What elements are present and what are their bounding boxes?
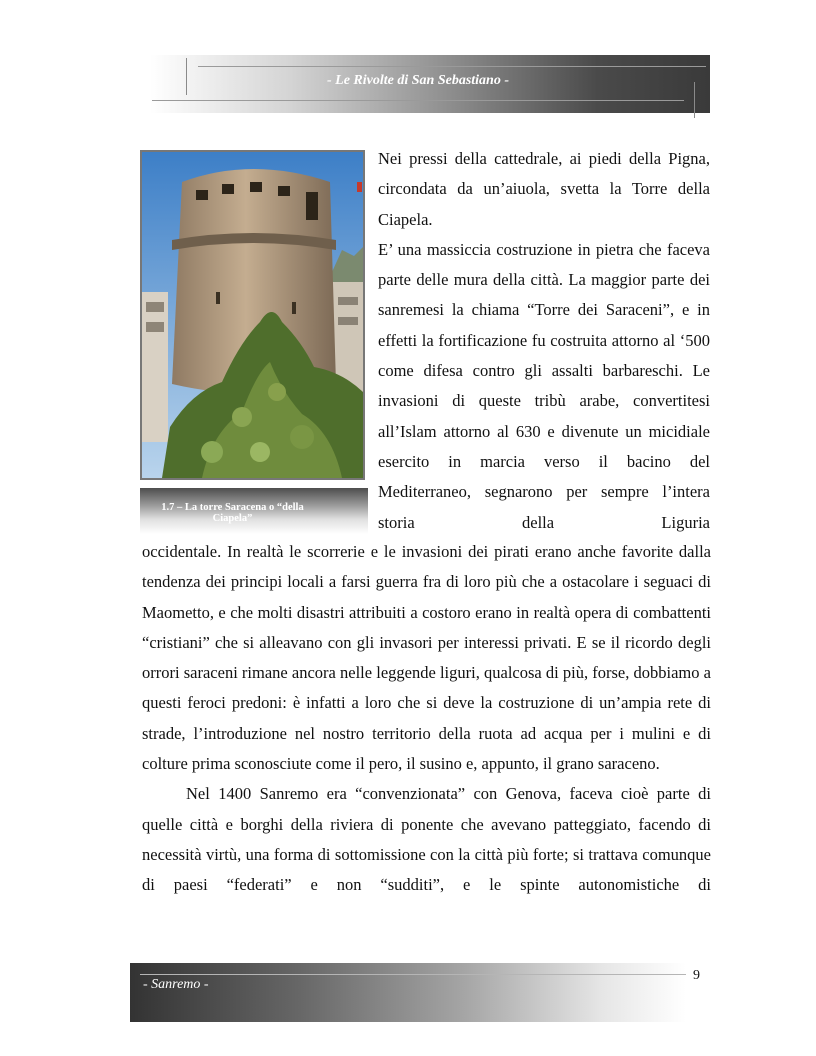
paragraph-saracens: occidentale. In realtà le scorrerie e le invasioni dei pirati erano anche favorite dalla tendenza dei principi locali a farsi guerra fra di loro più che a ostacolare i seguaci di Maometto, e che molti disastri attribuiti a costoro erano in realtà opera di combattenti “cristiani” che si alleavano con gli invasori per interessi privati. E se il ricordo degli orrori saraceni rimane ancora nelle leggende liguri, qualcosa di più, forse, dobbiamo a questi feroci predoni: è infatti a loro che si deve la costruzione di un’ampia rete di strade, l’introduzione nel nostro territorio della ruota ad acqua per i mulini e di colture prima sconosciute come il pero, il susino e, appunto, il grano saraceno. [142,542,711,774]
text-column-full [142,537,711,901]
header-rule-top [198,66,706,67]
paragraph-tower-intro: Nei pressi della cattedrale, ai piedi della Pigna, circondata da un’aiuola, svetta la Torre della Ciapela. [378,149,710,229]
footer-title: - Sanremo - [143,977,209,992]
tower-illustration [142,152,363,478]
text-column-wrapped [378,144,710,538]
paragraph-tower-history: E’ una massiccia costruzione in pietra che faceva parte delle mura della città. La maggior parte dei sanremesi la chiama “Torre dei Saraceni”, e in effetti la fortificazione fu costruita attorno al ‘500 come difesa contro gli assalti barbareschi. Le invasioni di queste tribù arabe, convertitesi all’Islam attorno al 630 e divenute un micidiale esercito in marcia verso il bacino del Mediterraneo, segnarono per sempre l’intera storia della Liguria [378,239,710,532]
figure-caption-band [140,488,368,534]
header-rule-bottom [152,100,684,101]
header-rule-right [694,82,695,118]
paragraph-sanremo-1400: Nel 1400 Sanremo era “convenzionata” con Genova, faceva cioè parte di quelle città e borghi della riviera di ponente che avevano patteggiato, facendo di necessità virtù, una forma di sottomissione con la città più forte; si trattava comunque di paesi “federati” e non “sudditi”, e le spinte autonomistiche di [142,784,711,895]
tower-photo [140,150,365,480]
page-number: 9 [693,968,700,983]
footer-rule [140,974,686,975]
figure-caption: 1.7 – La torre Saracena o “della Ciapela” [161,502,304,524]
footer-band [130,963,686,1022]
header-title: - Le Rivolte di San Sebastiano - [327,73,509,88]
